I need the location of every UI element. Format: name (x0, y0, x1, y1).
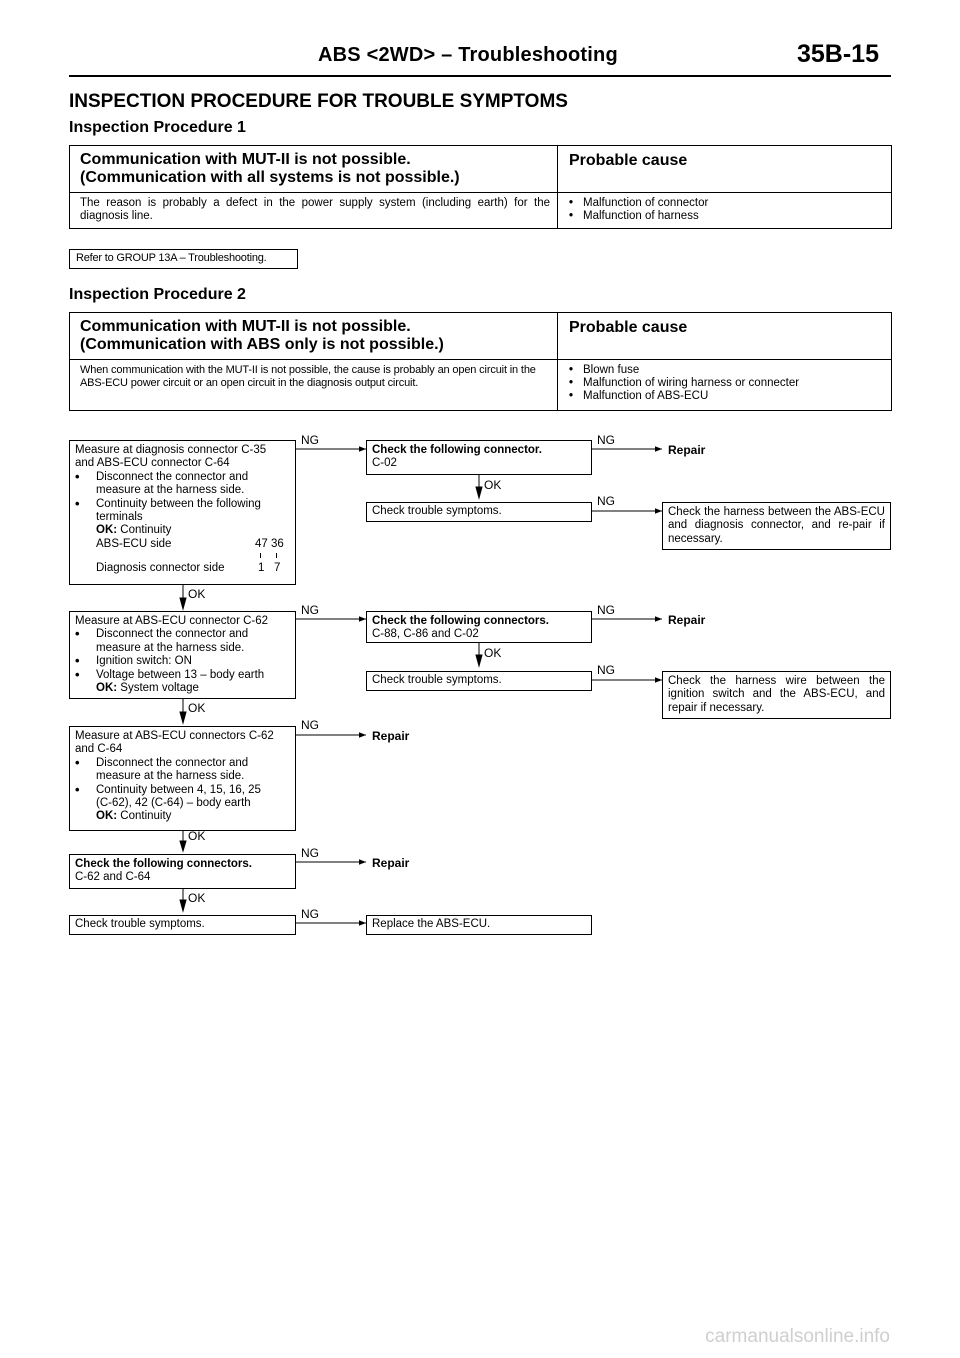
step2-ng-title: Check the following connectors. (372, 615, 549, 627)
ng-label: NG (301, 433, 319, 447)
step5-box: Check trouble symptoms. (69, 915, 296, 935)
step1-line1: Measure at diagnosis connector C-35 (75, 444, 267, 456)
procedure1-cause-item: • Malfunction of harness (569, 210, 699, 222)
step1-bullet1: • Disconnect the connector and (75, 471, 290, 484)
procedure1-reference: Refer to GROUP 13A – Troubleshooting. (69, 249, 298, 269)
step2-ng-ng-result: Repair (668, 613, 706, 627)
step3-bullet2: • Continuity between 4, 15, 16, 25 (75, 784, 290, 797)
step2-ng-ok-ng-box: Check the harness wire between the ignition switch and the ABS-ECU, and repair if necessary. (662, 671, 891, 719)
step3-line1: Measure at ABS-ECU connectors C-62 (75, 730, 274, 742)
step3-line2: and C-64 (75, 743, 123, 756)
step4-title: Check the following connectors. (75, 858, 252, 870)
step4-box (69, 854, 296, 889)
ok-label: OK (484, 646, 502, 660)
step3-measure-box (69, 726, 296, 831)
procedure1-cause-item: • Malfunction of connector (569, 197, 709, 209)
ok-label: OK (188, 701, 206, 715)
procedure1-symptom-line1: Communication with MUT-II is not possible. (80, 151, 411, 168)
step2-measure-box (69, 611, 296, 699)
step2-bullet1: • Disconnect the connector and (75, 628, 290, 641)
step4-detail: C-62 and C-64 (75, 871, 151, 884)
step2-bullet1-cont: measure at the harness side. (96, 641, 245, 654)
ng-label: NG (597, 433, 615, 447)
procedure2-cause-item: • Blown fuse (569, 364, 640, 376)
ng-label: NG (301, 907, 319, 921)
step4-ng-result: Repair (372, 856, 410, 870)
page-header-title: ABS <2WD> – Troubleshooting (318, 44, 618, 66)
ng-label: NG (597, 663, 615, 677)
step2-bullet3: • Voltage between 13 – body earth (75, 669, 290, 682)
section-title: INSPECTION PROCEDURE FOR TROUBLE SYMPTOMS (69, 91, 568, 112)
ok-label: OK (484, 478, 502, 492)
ng-label: NG (597, 603, 615, 617)
step1-ng-ng-result: Repair (668, 443, 706, 457)
step1-bullet2: • Continuity between the following (75, 498, 290, 511)
step2-ng-box (366, 611, 592, 643)
procedure2-cause-heading: Probable cause (569, 319, 688, 336)
step2-line1: Measure at ABS-ECU connector C-62 (75, 615, 269, 627)
ok-label: OK (188, 891, 206, 905)
step5-ng-box: Replace the ABS-ECU. (366, 915, 592, 935)
procedure2-description: When communication with the MUT-II is not possible, the cause is probably an open circuit in the ABS-ECU power circuit or an open circuit in the diagnosis output circuit. (80, 364, 536, 389)
step2-ng-detail: C-88, C-86 and C-02 (372, 628, 479, 641)
procedure1-symptom-line2: (Communication with all systems is not possible.) (80, 169, 460, 186)
step1-bullet1-cont: measure at the harness side. (96, 484, 245, 497)
step2-ng-ok-box: Check trouble symptoms. (366, 671, 592, 691)
procedure2-title: Inspection Procedure 2 (69, 286, 246, 303)
procedure2-cause-item: • Malfunction of ABS-ECU (569, 390, 709, 402)
step1-bullet2-cont: terminals (96, 511, 143, 524)
procedure1-cause-heading: Probable cause (569, 152, 688, 169)
step2-bullet2: • Ignition switch: ON (75, 655, 290, 668)
watermark: carmanualsonline.info (705, 1326, 890, 1347)
ng-label: NG (301, 603, 319, 617)
procedure2-cause-item: • Malfunction of wiring harness or connecter (569, 377, 800, 389)
step1-line2: and ABS-ECU connector C-64 (75, 457, 230, 470)
step1-ng-detail: C-02 (372, 457, 397, 470)
step1-ng-title: Check the following connector. (372, 444, 542, 456)
step1-diag-side: Diagnosis connector side 1 7 (96, 562, 281, 575)
procedure2-symptom-line2: (Communication with ABS only is not possible.) (80, 336, 444, 353)
step3-bullet1-cont: measure at the harness side. (96, 770, 245, 783)
step1-ok: OK: Continuity (96, 524, 172, 537)
step1-pin-ticks (75, 551, 290, 562)
ng-label: NG (301, 846, 319, 860)
step2-ok: OK: System voltage (96, 682, 199, 695)
ok-label: OK (188, 587, 206, 601)
procedure1-description: The reason is probably a defect in the power supply system (including earth) for the diagnosis line. (80, 197, 550, 222)
procedure1-title: Inspection Procedure 1 (69, 119, 246, 136)
step1-ecu-side: ABS-ECU side 47 36 (96, 537, 284, 550)
step3-bullet1: • Disconnect the connector and (75, 757, 290, 770)
step1-ng-ok-box: Check trouble symptoms. (366, 502, 592, 522)
step1-ng-box (366, 440, 592, 475)
procedure2-symptom-line1: Communication with MUT-II is not possible. (80, 318, 411, 335)
step3-bullet2-cont: (C-62), 42 (C-64) – body earth (96, 797, 251, 810)
step1-measure-box (69, 440, 296, 585)
ok-label: OK (188, 829, 206, 843)
page-number: 35B-15 (797, 40, 879, 68)
step3-ok: OK: Continuity (96, 810, 172, 823)
step1-ng-ok-ng-box: Check the harness between the ABS-ECU and diagnosis connector, and re-pair if necessary. (662, 502, 891, 550)
step3-ng-result: Repair (372, 729, 410, 743)
ng-label: NG (301, 718, 319, 732)
ng-label: NG (597, 494, 615, 508)
